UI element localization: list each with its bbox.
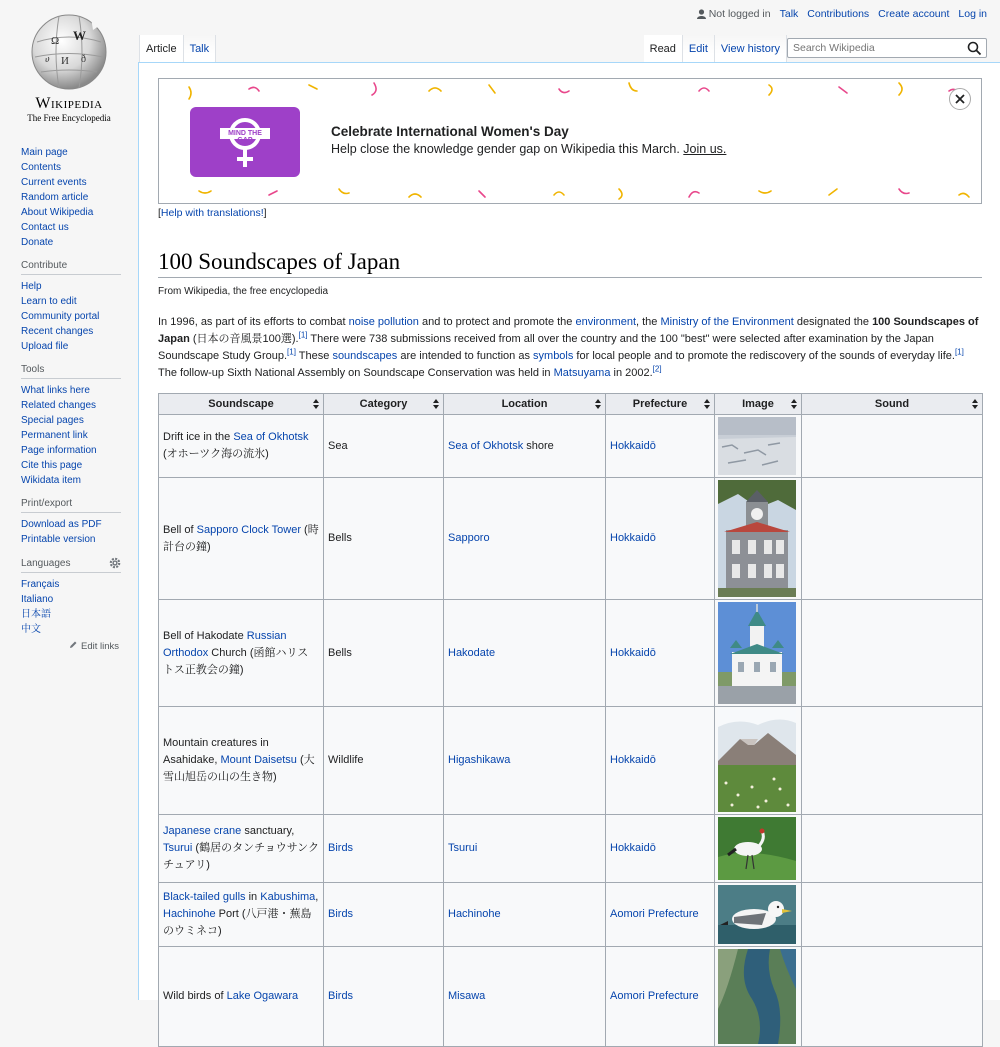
link-matsuyama[interactable]: Matsuyama xyxy=(553,367,611,379)
contribute-heading: Contribute xyxy=(21,260,121,275)
pencil-icon xyxy=(69,640,78,649)
user-icon xyxy=(697,9,706,19)
col-header-image[interactable] xyxy=(715,394,802,415)
lake-satellite-photo[interactable] xyxy=(718,949,796,1044)
tab-view-history[interactable]: View history xyxy=(715,35,787,62)
search-icon[interactable] xyxy=(967,41,982,56)
tagline: The Free Encyclopedia xyxy=(27,113,111,123)
soundscapes-table xyxy=(158,393,983,1047)
intro-text: In 1996, as part of its efforts to combat xyxy=(158,316,349,328)
sort-icon xyxy=(972,399,978,409)
cell-text: (オホーツク海の流氷) xyxy=(163,448,269,460)
wordmark: Wikipedia xyxy=(35,95,103,112)
cell-prefecture xyxy=(606,600,715,707)
tools-portal xyxy=(21,364,127,488)
cell-category xyxy=(324,815,444,883)
intro-text: designated the xyxy=(793,316,873,328)
cell-category: Bells xyxy=(324,600,444,707)
intro-paragraph xyxy=(158,314,982,382)
help-translations-link[interactable]: Help with translations! xyxy=(160,207,264,219)
intro-text: , the xyxy=(636,316,661,328)
cell-text: (時計台の鐘) xyxy=(163,523,319,553)
link-japanese-crane[interactable]: Japanese crane xyxy=(163,825,242,837)
cell-sound xyxy=(802,415,983,478)
tab-article[interactable]: Article xyxy=(139,35,184,62)
svg-text:ð: ð xyxy=(81,54,86,65)
col-header-label: Category xyxy=(359,398,408,410)
intro-text: There were 738 submissions received from all over the country and the 100 "best" were selected after examination by the Japan Soundscape Study Group. xyxy=(158,333,934,362)
sidebar-item-cite-this-page[interactable]: Cite this page xyxy=(21,460,83,471)
link-prefecture[interactable]: Hokkaidō xyxy=(610,754,656,766)
mind-the-gap-text: MIND THE GAP xyxy=(228,130,262,144)
banner-close-button[interactable] xyxy=(949,88,971,110)
cell-text: , xyxy=(315,891,319,903)
link-location[interactable]: Higashikawa xyxy=(448,754,511,766)
link-hachinohe[interactable]: Hachinohe xyxy=(163,908,216,920)
link-category[interactable]: Birds xyxy=(328,990,354,1002)
sidebar-item-page-information[interactable]: Page information xyxy=(21,445,97,456)
ref-link[interactable]: [1] xyxy=(287,347,296,357)
link-category[interactable]: Birds xyxy=(328,842,354,854)
cell-text: Drift ice in the xyxy=(163,431,234,443)
svg-text:W: W xyxy=(73,28,86,43)
link-prefecture[interactable]: Hokkaidō xyxy=(610,439,656,452)
col-header-prefecture[interactable] xyxy=(606,394,715,415)
cell-sound xyxy=(802,947,983,1047)
tab-talk[interactable]: Talk xyxy=(184,35,217,62)
sort-icon xyxy=(595,399,601,409)
cell-image xyxy=(715,415,802,478)
sidebar-item-contact[interactable]: Contact us xyxy=(21,222,69,233)
contribute-portal xyxy=(21,260,127,354)
cell-text: (鶴居のタンチョウサンクチュアリ) xyxy=(163,842,319,871)
col-header-label: Location xyxy=(501,398,548,410)
cell-soundscape xyxy=(159,815,324,883)
cell-location xyxy=(444,883,606,947)
col-header-label: Prefecture xyxy=(632,398,688,410)
link-location[interactable]: Tsurui xyxy=(448,842,478,854)
cell-location xyxy=(444,815,606,883)
gear-icon[interactable] xyxy=(109,557,121,569)
table-row xyxy=(159,883,983,947)
link-location[interactable]: Misawa xyxy=(448,990,486,1002)
cell-prefecture xyxy=(606,815,715,883)
col-header-soundscape[interactable] xyxy=(159,394,324,415)
drift-ice-photo[interactable] xyxy=(718,417,796,475)
sidebar-item-printable-version[interactable]: Printable version xyxy=(21,534,96,545)
orthodox-church-photo[interactable] xyxy=(718,602,796,704)
link-lake-ogawara[interactable]: Lake Ogawara xyxy=(226,990,299,1002)
banner-title: Celebrate International Women's Day xyxy=(331,124,569,139)
cell-prefecture xyxy=(606,478,715,600)
cell-text: Bell of Hakodate xyxy=(163,629,247,642)
cell-text: Church (函館ハリストス正教会の鐘) xyxy=(163,646,309,676)
table-row xyxy=(159,707,983,815)
cell-image xyxy=(715,815,802,883)
print-heading: Print/export xyxy=(21,498,121,513)
join-us-link[interactable]: Join us. xyxy=(683,142,727,156)
not-logged-in-label: Not logged in xyxy=(708,8,771,20)
cell-text: shore xyxy=(523,439,554,452)
sidebar-item-about[interactable]: About Wikipedia xyxy=(21,207,94,218)
cell-soundscape xyxy=(159,478,324,600)
sidebar-item-contents[interactable]: Contents xyxy=(21,162,62,173)
cell-soundscape xyxy=(159,600,324,707)
cell-sound xyxy=(802,883,983,947)
banner-text xyxy=(331,142,726,156)
crane-photo[interactable] xyxy=(718,817,796,880)
not-logged-in xyxy=(697,8,771,20)
content-area xyxy=(138,62,1000,1000)
link-sapporo-clock-tower[interactable]: Sapporo Clock Tower xyxy=(196,523,301,536)
link-prefecture[interactable]: Hokkaidō xyxy=(610,646,656,659)
sidebar-item-lang-chinese[interactable]: 中文 xyxy=(21,624,41,635)
link-location[interactable]: Sapporo xyxy=(448,532,490,544)
cell-location xyxy=(444,415,606,478)
col-header-label: Sound xyxy=(874,398,910,410)
page-title: 100 Soundscapes of Japan xyxy=(158,249,982,278)
link-soundscapes[interactable]: soundscapes xyxy=(332,350,398,362)
intro-text: The follow-up Sixth National Assembly on Soundscape Conservation was held in xyxy=(158,367,554,379)
link-prefecture[interactable]: Hokkaidō xyxy=(610,532,656,544)
ref-link[interactable]: [1] xyxy=(954,347,964,357)
table-row xyxy=(159,415,983,478)
ref-link[interactable]: [2] xyxy=(652,364,662,374)
close-icon xyxy=(955,94,965,104)
sidebar-item-related-changes[interactable]: Related changes xyxy=(21,400,97,411)
table-row xyxy=(159,600,983,707)
link-prefecture[interactable]: Hokkaidō xyxy=(610,842,656,854)
intro-text: are intended to function as xyxy=(397,350,534,362)
cell-soundscape xyxy=(159,947,324,1047)
col-header-label: Soundscape xyxy=(208,398,274,410)
contributions-link[interactable]: Contributions xyxy=(807,8,870,20)
col-header-location[interactable] xyxy=(444,394,606,415)
help-translations: [Help with translations!] xyxy=(158,207,267,219)
cell-location xyxy=(444,947,606,1047)
intro-text: These xyxy=(295,350,333,362)
tab-read[interactable]: Read xyxy=(644,35,683,62)
sidebar-item-donate[interactable]: Donate xyxy=(21,237,54,248)
sidebar-item-learn-to-edit[interactable]: Learn to edit xyxy=(21,296,77,307)
table-row xyxy=(159,815,983,883)
search-box xyxy=(787,38,987,58)
sidebar-item-community-portal[interactable]: Community portal xyxy=(21,311,100,322)
cell-text: (大雪山旭岳の山の生き物) xyxy=(163,754,315,783)
cell-category: Sea xyxy=(324,415,444,478)
cell-sound xyxy=(802,600,983,707)
edit-links[interactable] xyxy=(21,640,119,652)
link-prefecture[interactable]: Aomori Prefecture xyxy=(610,908,699,920)
banner-text-body: Help close the knowledge gender gap on Wikipedia this March. xyxy=(331,142,680,156)
sort-icon xyxy=(313,399,319,409)
sort-icon xyxy=(791,399,797,409)
table-row xyxy=(159,947,983,1047)
languages-heading xyxy=(21,557,121,573)
intro-text: and to protect and promote the xyxy=(418,316,576,328)
cell-soundscape xyxy=(159,883,324,947)
sidebar-item-random-article[interactable]: Random article xyxy=(21,192,89,203)
link-mount-daisetsu[interactable]: Mount Daisetsu xyxy=(220,754,297,766)
view-tabs xyxy=(644,35,787,62)
link-ministry[interactable]: Ministry of the Environment xyxy=(660,316,794,328)
log-in-link[interactable]: Log in xyxy=(958,8,987,20)
link-russian-orthodox[interactable]: Russian Orthodox xyxy=(163,629,287,659)
intro-text: for local people and to promote the rediscovery of the sounds of everyday life. xyxy=(573,350,955,362)
cell-prefecture xyxy=(606,947,715,1047)
link-location[interactable]: Sea of Okhotsk xyxy=(448,439,524,452)
cell-location xyxy=(444,600,606,707)
cell-soundscape xyxy=(159,415,324,478)
cell-location xyxy=(444,478,606,600)
svg-text:И: И xyxy=(61,55,69,67)
site-subtitle: From Wikipedia, the free encyclopedia xyxy=(158,286,329,297)
table-header-row xyxy=(159,394,983,415)
col-header-sound[interactable] xyxy=(802,394,983,415)
cell-location xyxy=(444,707,606,815)
cell-prefecture xyxy=(606,707,715,815)
cell-text: Port (八戸港・蕪島のウミネコ) xyxy=(163,908,312,937)
clock-tower-photo[interactable] xyxy=(718,480,796,597)
cell-sound xyxy=(802,707,983,815)
sidebar-item-recent-changes[interactable]: Recent changes xyxy=(21,326,94,337)
cell-image xyxy=(715,478,802,600)
sidebar-item-lang-japanese[interactable]: 日本語 xyxy=(21,609,51,620)
intro-bold-title: 100 Soundscapes of Japan xyxy=(158,316,979,345)
cell-category xyxy=(324,883,444,947)
sort-icon xyxy=(433,399,439,409)
cell-image xyxy=(715,883,802,947)
link-symbols[interactable]: symbols xyxy=(533,350,574,362)
sidebar-item-lang-italian[interactable]: Italiano xyxy=(21,594,54,605)
cell-text: Bell of xyxy=(163,523,197,536)
cell-image xyxy=(715,600,802,707)
intro-text: (日本の音風景100選). xyxy=(189,333,299,345)
talk-link[interactable]: Talk xyxy=(779,8,799,20)
sidebar xyxy=(21,145,127,662)
mountain-photo[interactable] xyxy=(718,709,796,812)
edit-links-label: Edit links xyxy=(80,641,119,652)
sidebar-item-download-pdf[interactable]: Download as PDF xyxy=(21,519,102,530)
link-tsurui[interactable]: Tsurui xyxy=(163,842,193,854)
table-row xyxy=(159,478,983,600)
sidebar-item-current-events[interactable]: Current events xyxy=(21,177,87,188)
cell-category xyxy=(324,947,444,1047)
puzzle-globe-icon xyxy=(29,12,109,90)
link-location[interactable]: Hakodate xyxy=(448,646,496,659)
link-category[interactable]: Birds xyxy=(328,908,354,920)
cell-text: in xyxy=(245,891,261,903)
sort-icon xyxy=(704,399,710,409)
cell-prefecture xyxy=(606,883,715,947)
cell-category: Wildlife xyxy=(324,707,444,815)
sidebar-item-main-page[interactable]: Main page xyxy=(21,147,68,158)
navigation-portal xyxy=(21,145,127,250)
sidebar-item-lang-french[interactable]: Français xyxy=(21,579,60,590)
cell-text: Mountain creatures in Asahidake, xyxy=(163,737,269,766)
sidebar-item-special-pages[interactable]: Special pages xyxy=(21,415,84,426)
col-header-category[interactable] xyxy=(324,394,444,415)
gull-photo[interactable] xyxy=(718,885,796,944)
search-input[interactable] xyxy=(788,42,968,54)
ref-link[interactable]: [1] xyxy=(298,330,308,340)
intro-text: in 2002. xyxy=(610,367,653,379)
print-portal xyxy=(21,498,127,547)
namespace-tabs xyxy=(139,35,216,62)
tools-heading: Tools xyxy=(21,364,121,379)
mind-the-gap-image xyxy=(190,107,300,177)
sidebar-item-what-links-here[interactable]: What links here xyxy=(21,385,90,396)
svg-text:ሀ: ሀ xyxy=(45,54,50,64)
link-kabushima[interactable]: Kabushima xyxy=(260,891,316,903)
link-black-tailed-gulls[interactable]: Black-tailed gulls xyxy=(163,891,246,903)
tab-edit[interactable]: Edit xyxy=(683,35,715,62)
cell-soundscape xyxy=(159,707,324,815)
sidebar-item-wikidata-item[interactable]: Wikidata item xyxy=(21,475,82,486)
wikipedia-logo[interactable] xyxy=(0,0,138,125)
create-account-link[interactable]: Create account xyxy=(878,8,950,20)
link-location[interactable]: Hachinohe xyxy=(448,908,501,920)
link-prefecture[interactable]: Aomori Prefecture xyxy=(610,990,699,1002)
languages-portal xyxy=(21,557,127,652)
col-header-label: Image xyxy=(742,398,774,410)
cell-sound xyxy=(802,478,983,600)
cell-prefecture xyxy=(606,415,715,478)
link-sea-of-okhotsk[interactable]: Sea of Okhotsk xyxy=(233,431,309,443)
sidebar-item-upload-file[interactable]: Upload file xyxy=(21,341,69,352)
cell-image xyxy=(715,947,802,1047)
personal-tools xyxy=(697,8,987,20)
cell-sound xyxy=(802,815,983,883)
cell-category: Bells xyxy=(324,478,444,600)
sidebar-item-help[interactable]: Help xyxy=(21,281,42,292)
svg-text:Ω: Ω xyxy=(51,35,60,47)
languages-heading-label: Languages xyxy=(21,557,71,569)
sidebar-item-permanent-link[interactable]: Permanent link xyxy=(21,430,88,441)
link-noise-pollution[interactable]: noise pollution xyxy=(348,316,419,328)
cell-text: sanctuary, xyxy=(241,825,295,837)
central-notice-banner xyxy=(158,78,982,204)
cell-image xyxy=(715,707,802,815)
link-environment[interactable]: environment xyxy=(575,316,637,328)
cell-text: Wild birds of xyxy=(163,990,227,1002)
